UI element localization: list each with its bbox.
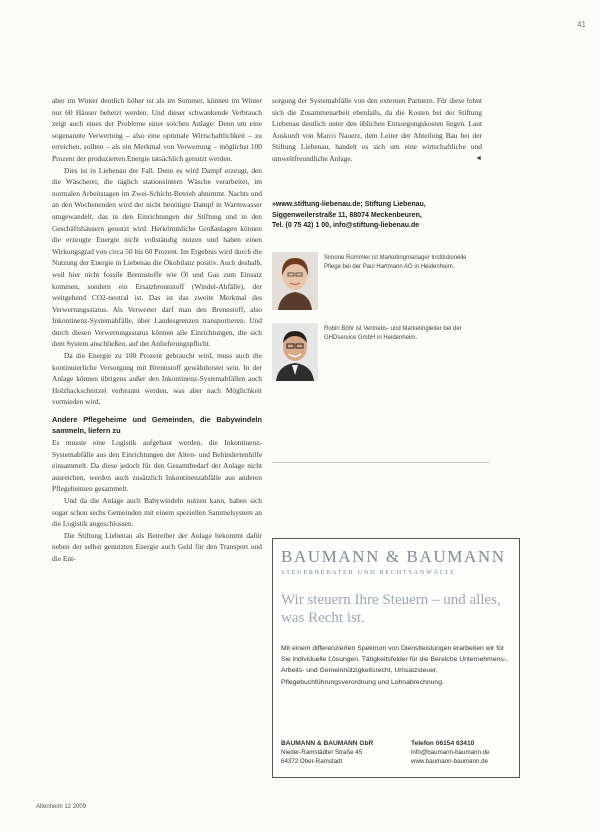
paragraph: Und da die Anlage auch Babywindeln nutzen kann, haben sich sogar schon sechs Gemeinden mit einem speziellen Sammelsystem an die Logistik angeschlossen. [52, 496, 262, 529]
ad-contact [411, 739, 515, 766]
article-right-column [272, 95, 482, 165]
divider [272, 462, 490, 463]
paragraph: Es musste eine Logistik aufgebaut werden, die Inkontinenz-Systemabfälle aus den Einrichtungen der Alten- und Behindertenhilfe einsammelt. Da diese jedoch für den Gesamtbedarf der Anlage nicht ausreichen, werden auch zusätzlich Inkontinenzabfälle aus anderen Pflegeheimen gesammelt. [52, 438, 262, 494]
contact-line: Tel. (0 75 42) 1 00, info@stiftung-liebenau.de [272, 222, 420, 229]
ad-company: BAUMANN & BAUMANN GbR [281, 740, 374, 747]
paragraph [272, 95, 482, 165]
contact-line: »www.stiftung-liebenau.de; Stiftung Liebenau, [272, 201, 426, 208]
ad-slogan: Wir steuern Ihre Steuern – und alles, was Recht ist. [281, 592, 501, 626]
paragraph: aber im Winter deutlich höher ist als im Sommer, können im Winter nur 60 Häuser beheizt werden. Und dieser schwankende Verbrauch zeigt auch eines der Probleme einer solchen Anlage: Denn um eine sogenannte Verwertung – also eine optimale Wirtschaftlichkeit – zu erreichen, sollten – als ein Merkmal von Verwertung – möglichst 100 Prozent der produzierten Energie tatsächlich genutzt werden. [52, 96, 262, 163]
author-card [272, 323, 487, 387]
ad-address [281, 739, 411, 766]
article-left-column [52, 95, 262, 565]
author-photo [272, 323, 318, 381]
page-number: 41 [577, 20, 586, 29]
paragraph: Die Stiftung Liebenau als Betreiber der Anlage bekommt dafür neben der selbst genutzten Energie auch Geld für den Transport und die Ent- [52, 530, 262, 563]
end-mark: ◄ [475, 153, 482, 162]
ad-web[interactable]: www.baumann-baumann.de [411, 758, 489, 765]
section-heading: Andere Pflegeheime und Gemeinden, die Babywindeln sammeln, liefern zu [52, 415, 262, 435]
author-photo [272, 252, 318, 310]
ad-street: Nieder-Ramstädter Straße 45 [281, 749, 363, 756]
paragraph: Da die Energie zu 100 Prozent gebraucht wird, muss auch die kontinuierliche Versorgung mit Brennstoff gewährleistet sein. In der Anlage können übrigens außer den Inkontinenz-Systemabfällen auch Holzhackschnitzel verbrannt werden, was aber nach Möglichkeit vermieden wird. [52, 351, 262, 407]
ad-city: 64372 Ober-Ramstadt [281, 758, 343, 765]
author-caption: Simone Rommler ist Marketingmanager Institutionelle Pflege bei der Paul Hartmann AG in Heidenheim. [324, 255, 467, 270]
advertisement [272, 538, 520, 778]
ad-company-name: BAUMANN & BAUMANN [281, 547, 506, 566]
page-footer: Altenheim 12 2009 [36, 804, 87, 810]
author-card [272, 252, 487, 316]
paragraph: Dies ist in Liebenau der Fall. Denn es wird Dampf erzeugt, den die Wäscherei, die täglich stationsintern Wäsche verarbeitet, im normalen Arbeitstagen im Zwei-Schicht-Betrieb abnimmt. Nachts und an den Wochenenden wird der nicht benötigte Dampf in Warmwasser umgewandelt, das in den Einrichtungen der Stiftung und in den Geschäftshäusern genutzt wird. Herkömmliche Großanlagen können die erzeugte Energie nicht vollständig nutzen und haben einen Wirkungsgrad von circa 50 bis 60 Prozent. Im Ergebnis wird durch die Nutzung der Energie in Liebenau die Ökobilanz positiv. Auch deshalb, weil hier nicht fossile Brennstoffe wie Öl und Gas zum Einsatz kommen, sondern ein Ersatzbrennstoff (Windel-Abfälle), der weitgehend CO2-neutral ist. Das ist das zweite Merkmal des Verwertungsstatus. Als Verwerter darf man den Brennstoff, also Inkontinenz-Systemabfälle, über Landesgrenzen transportieren. Und durch diesen Verwertungsstatus können alle Einrichtungen, die sich dem System anschließen, auf der Anlieferungspflicht. [52, 165, 262, 349]
paragraph-text: sorgung der Systemabfälle von den externen Partnern. Für diese lohnt sich die Zusammenarbeit ebenfalls, da die Kosten bei der Stiftung Liebenau deutlich unter den üblichen Entsorgungskosten liegen. Laut Auskunft von Marco Nauerz, dem Leiter der Abteilung Bau bei der Stiftung Liebenau, handelt es sich um eine wirtschaftliche und umweltfreundliche Anlage. [272, 96, 482, 163]
contact-info [272, 200, 487, 232]
ad-body: Mit einem differenzierten Spektrum von Dienstleistungen erarbeiten wir für Sie individuelle Lösungen. Tätigkeitsfelder für die Bereiche Unternehmens-, Arbeits- und Gemeinnützigkeitsrecht, Umsatzsteuer, Pflegebuchführungsverordnung und Lohnabrechnung. [281, 645, 508, 686]
ad-email[interactable]: info@baumann-baumann.de [411, 749, 490, 756]
contact-line: Siggenweilerstraße 11, 88074 Meckenbeuren, [272, 211, 422, 219]
ad-phone: Telefon 06154 63410 [411, 740, 475, 747]
author-caption: Robin Böhr ist Vertriebs- und Marketingleiter bei der GHDservice GmbH in Heidenheim. [324, 326, 462, 341]
ad-subtitle: STEUERBERATER UND RECHTSANWÄLTE [281, 569, 456, 576]
